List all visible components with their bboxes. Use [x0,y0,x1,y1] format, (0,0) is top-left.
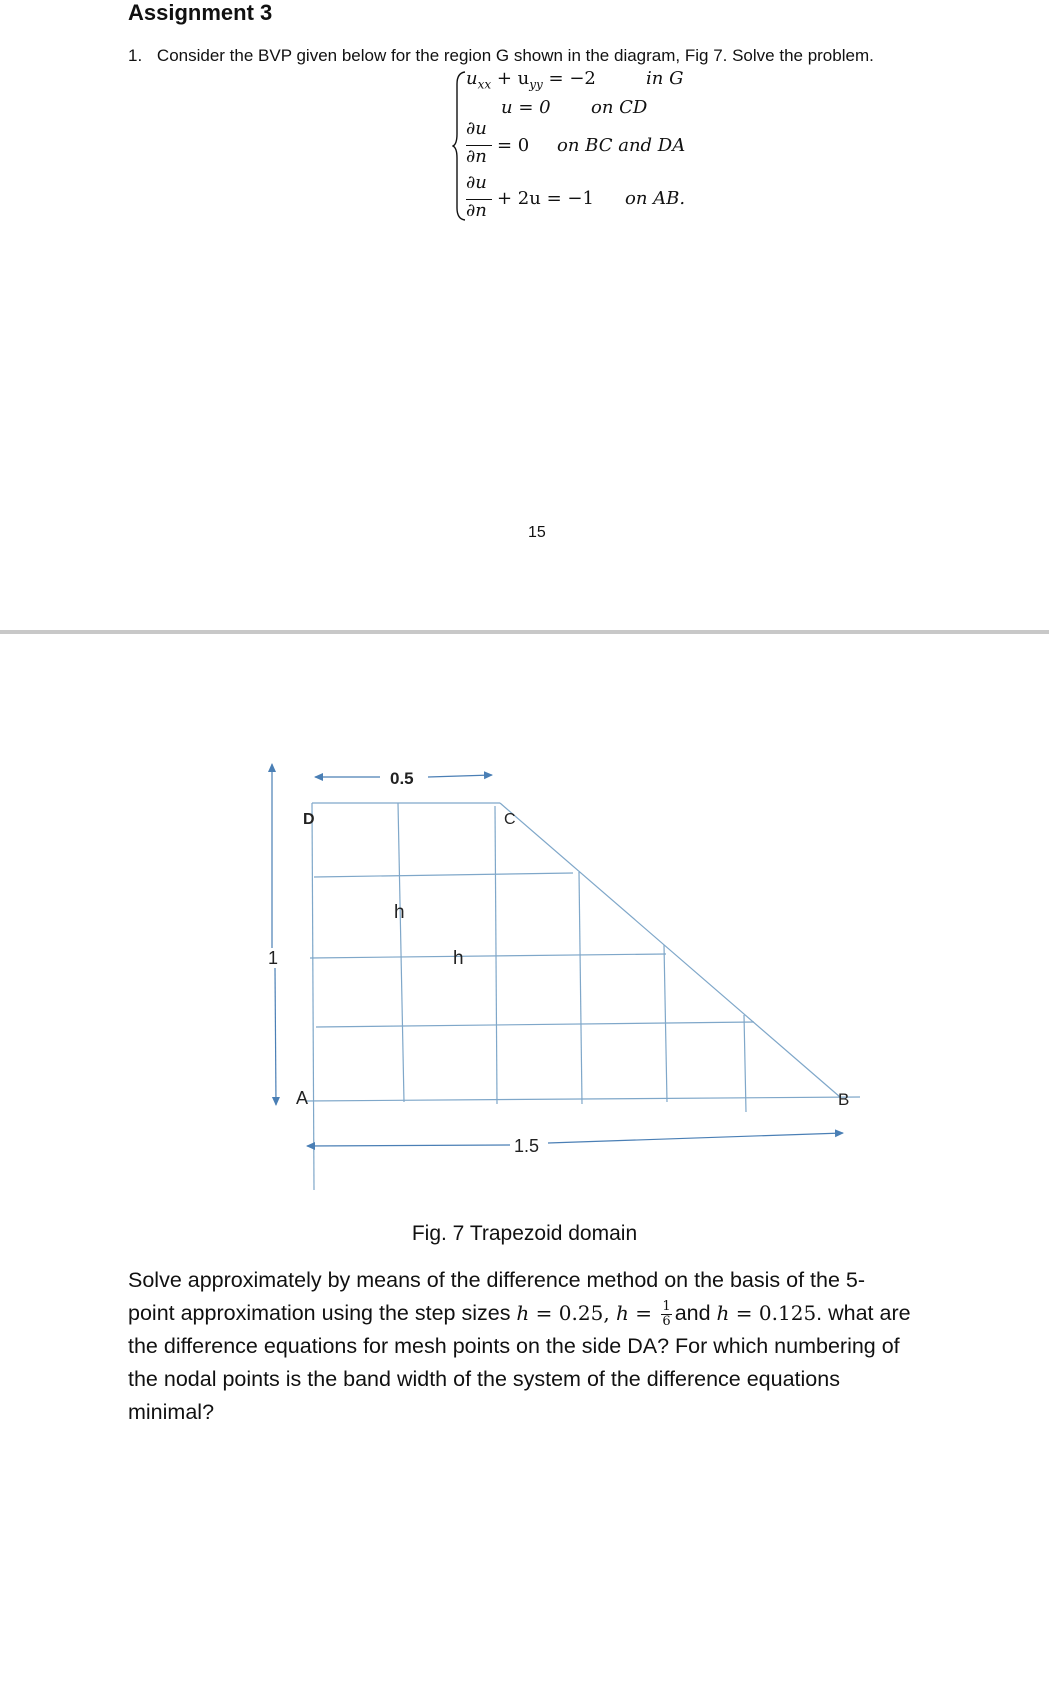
bvp-eq3-denominator: ∂n [466,146,487,167]
grid-line-v3 [579,872,582,1104]
label-B: B [838,1090,850,1109]
question-line-3: the difference equations for mesh points on the side DA? For which numbering of [128,1334,900,1358]
grid-line-v2 [495,806,497,1104]
bvp-equation-4: + 2u = −1 [497,188,594,209]
left-brace [452,70,466,222]
assignment-title: Assignment 3 [128,0,273,25]
bottom-dimension-arrow-right [548,1133,843,1143]
question-line-1: Solve approximately by means of the difference method on the basis of the 5- [128,1268,866,1292]
question-line-5: minimal? [128,1400,215,1424]
label-h-horizontal: h [453,948,464,969]
trapezoid-figure [240,745,880,1200]
label-height: 1 [268,948,279,968]
question-line-2: point approximation using the step sizes h = 0.25, h = $\frac{1}{6}$ and h = 0.125. what are [128,1298,911,1329]
problem-statement [128,46,874,66]
bvp-equation-1-domain: in G [646,68,684,89]
label-top-width: 0.5 [390,769,414,788]
bvp-equation-4-domain: on AB. [625,188,686,209]
height-dimension-arrow-down [275,968,276,1105]
bvp-equation-3-domain: on BC and DA [557,135,686,156]
grid-line-h2 [310,954,666,958]
bvp-eq4-numerator: ∂u [466,172,487,193]
question-paragraph [128,1264,958,1429]
label-bottom-width: 1.5 [514,1136,540,1156]
bvp-eq3-numerator: ∂u [466,118,487,139]
page-number: 15 [528,524,546,541]
grid-line-v1 [398,803,404,1102]
bvp-equation-3: = 0 [497,135,530,156]
bvp-eq4-denominator: ∂n [466,200,487,221]
problem-text: Consider the BVP given below for the region G shown in the diagram, Fig 7. Solve the problem. [156,46,874,65]
grid-line-h1 [314,873,573,877]
label-A: A [296,1088,309,1108]
label-D: D [303,811,315,828]
problem-number: 1. [128,46,143,65]
question-line-4: the nodal points is the band width of the system of the difference equations [128,1367,840,1391]
bottom-dimension-arrow-left [307,1145,510,1146]
page-divider [0,630,1049,634]
top-dimension-arrow-right [428,775,492,777]
side-DA [312,803,314,1190]
inline-fraction: $\frac{1}{6}$ [662,1298,671,1329]
bvp-equation-2: u = 0 [501,97,551,118]
label-C: C [504,811,516,828]
label-h-vertical: h [394,902,405,923]
bvp-equation-1: $u_{xx} + u_{yy} = -2$ [466,68,596,92]
side-BC [500,803,840,1097]
bvp-equation-2-domain: on CD [591,97,648,118]
figure-caption: Fig. 7 Trapezoid domain [411,1222,638,1245]
grid-line-h3 [316,1022,754,1027]
